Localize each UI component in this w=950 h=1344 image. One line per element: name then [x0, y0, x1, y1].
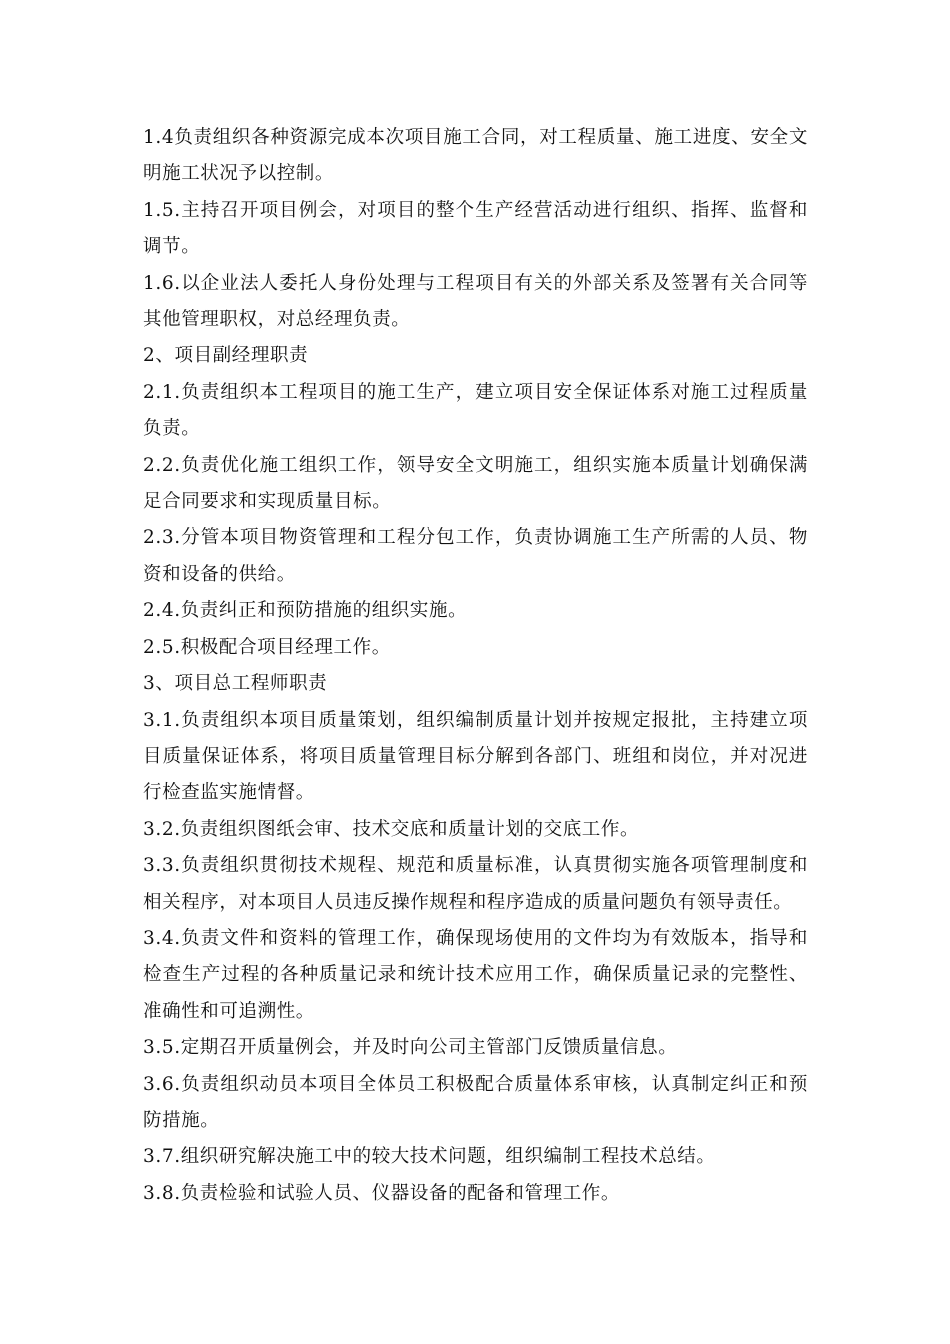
- paragraph-3-8: 3.8.负责检验和试验人员、仪器设备的配备和管理工作。: [143, 1182, 621, 1204]
- paragraph-3-2: 3.2.负责组织图纸会审、技术交底和质量计划的交底工作。: [143, 818, 640, 840]
- paragraph-3-3: 3.3.负责组织贯彻技术规程、规范和质量标准，认真贯彻实施各项管理制度和相关程序，对本项目人员违反操作规程和程序造成的质量问题负有领导责任。: [143, 855, 808, 913]
- paragraph-1-5: 1.5.主持召开项目例会，对项目的整个生产经营活动进行组织、指挥、监督和调节。: [143, 199, 808, 258]
- paragraph-2-1: 2.1.负责组织本工程项目的施工生产，建立项目安全保证体系对施工过程质量负责。: [143, 381, 808, 440]
- paragraph-2-2: 2.2.负责优化施工组织工作，领导安全文明施工，组织实施本质量计划确保满足合同要求和实现质量目标。: [143, 454, 808, 513]
- paragraph-3-4: 3.4.负责文件和资料的管理工作，确保现场使用的文件均为有效版本，指导和检查生产过程的各种质量记录和统计技术应用工作，确保质量记录的完整性、准确性和可追溯性。: [143, 927, 808, 1022]
- paragraph-3-5: 3.5.定期召开质量例会，并及时向公司主管部门反馈质量信息。: [143, 1037, 678, 1059]
- paragraph-3-7: 3.7.组织研究解决施工中的较大技术问题，组织编制工程技术总结。: [143, 1146, 716, 1168]
- paragraph-1-6: 1.6.以企业法人委托人身份处理与工程项目有关的外部关系及签署有关合同等其他管理职权，对总经理负责。: [143, 272, 808, 331]
- paragraph-3-6: 3.6.负责组织动员本项目全体员工积极配合质量体系审核，认真制定纠正和预防措施。: [143, 1073, 808, 1131]
- paragraph-2-3: 2.3.分管本项目物资管理和工程分包工作，负责协调施工生产所需的人员、物资和设备的供给。: [143, 527, 808, 585]
- paragraph-2-4: 2.4.负责纠正和预防措施的组织实施。: [143, 600, 468, 622]
- paragraph-2-5: 2.5.积极配合项目经理工作。: [143, 636, 391, 658]
- section-heading-2: 2、项目副经理职责: [143, 345, 309, 367]
- section-heading-3: 3、项目总工程师职责: [143, 673, 328, 695]
- document-body: [143, 120, 808, 1212]
- paragraph-1-4: 1.4负责组织各种资源完成本次项目施工合同，对工程质量、施工进度、安全文明施工状况予以控制。: [143, 127, 808, 185]
- paragraph-3-1: 3.1.负责组织本项目质量策划，组织编制质量计划并按规定报批，主持建立项目质量保证体系，将项目质量管理目标分解到各部门、班组和岗位，并对况进行检查监实施情督。: [143, 709, 808, 804]
